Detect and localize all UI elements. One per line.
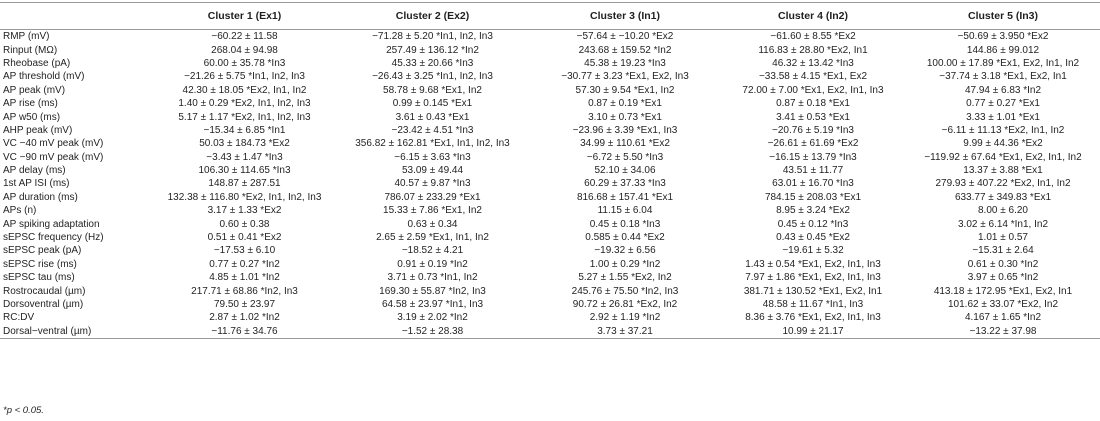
table-cell: −17.53 ± 6.10 [213,245,276,257]
header-cell-parameter [0,3,154,30]
table-cell: 816.68 ± 157.41 *Ex1 [576,191,674,203]
table-cell: 268.04 ± 94.98 [211,44,278,56]
row-label: AP w50 (ms) [3,111,61,123]
table-cell: 243.68 ± 159.52 *In2 [578,44,672,56]
table-cell: 7.97 ± 1.86 *Ex1, Ex2, In1, In3 [745,272,881,284]
row-label: VC −40 mV peak (mV) [3,138,104,150]
table-cell: 633.77 ± 349.83 *Ex1 [954,191,1052,203]
table-cell: 0.51 ± 0.41 *Ex2 [207,232,282,244]
row-label: Dorsoventral (µm) [3,299,84,310]
row-label: AHP peak (mV) [3,124,73,136]
row-label: 1st AP ISI (ms) [3,178,70,190]
table-cell: 3.97 ± 0.65 *In2 [967,272,1039,284]
table-cell: −57.64 ± −10.20 *Ex2 [576,31,674,43]
table-row [0,271,1100,284]
table-cell: −37.74 ± 3.18 *Ex1, Ex2, In1 [939,71,1067,83]
table-row [0,298,1100,311]
table-cell: 0.45 ± 0.12 *In3 [777,218,849,230]
table-cell: 8.00 ± 6.20 [978,205,1028,217]
header-cell-cluster-2: Cluster 2 (Ex2) [335,3,530,30]
row-label: AP delay (ms) [3,165,66,177]
data-table [0,2,1100,339]
table-cell: 356.82 ± 162.81 *Ex1, In1, In2, In3 [355,138,510,150]
header-cell-cluster-5: Cluster 5 (In3) [906,3,1100,30]
table-cell: −15.31 ± 2.64 [972,245,1034,257]
table-row [0,177,1100,190]
table-cell: −26.61 ± 61.69 *Ex2 [767,138,859,150]
table-cell: 47.94 ± 6.83 *In2 [964,84,1042,96]
row-label: AP threshold (mV) [3,71,85,83]
table-cell: 79.50 ± 23.97 [213,299,276,310]
row-label: AP peak (mV) [3,84,66,96]
table-cell: 43.51 ± 11.77 [782,165,844,177]
table-cell: −23.42 ± 4.51 *In3 [391,124,474,136]
table-cell: −20.76 ± 5.19 *In3 [772,124,854,136]
table-cell: −11.76 ± 34.76 [154,325,335,339]
header-cell-cluster-1: Cluster 1 (Ex1) [154,3,335,30]
table-cell: 0.87 ± 0.18 *Ex1 [776,98,850,110]
table-cell: 2.65 ± 2.59 *Ex1, In1, In2 [376,232,489,244]
table-row [0,97,1100,110]
table-cell: 48.58 ± 11.67 *In1, In3 [762,299,864,310]
table-header [0,3,1100,30]
row-label: sEPSC frequency (Hz) [3,232,104,244]
table-cell: 4.85 ± 1.01 *In2 [209,272,280,284]
row-label: AP spiking adaptation [3,218,100,230]
table-cell: 11.15 ± 6.04 [597,205,653,217]
table-cell: 5.17 ± 1.17 *Ex2, In1, In2, In3 [178,111,311,123]
table-cell: 42.30 ± 18.05 *Ex2, In1, In2 [182,84,307,96]
table-row [0,231,1100,244]
table-row [0,258,1100,271]
table-row [0,57,1100,70]
table-row [0,217,1100,230]
table-cell: 3.02 ± 6.14 *In1, In2 [958,218,1048,230]
table-cell: 53.09 ± 49.44 [401,165,464,177]
table-cell: 786.07 ± 233.29 *Ex1 [384,191,481,203]
table-cell: 72.00 ± 7.00 *Ex1, Ex2, In1, In3 [742,84,884,96]
table-cell: 1.00 ± 0.29 *In2 [589,258,661,270]
table-cell: −30.77 ± 3.23 *Ex1, Ex2, In3 [561,71,689,83]
table-cell: −1.52 ± 28.38 [335,325,530,339]
table-cell: −16.15 ± 13.79 *In3 [769,151,857,163]
table-row [0,325,1100,339]
table-cell: 57.30 ± 9.54 *Ex1, In2 [575,84,675,96]
table-cell: 1.43 ± 0.54 *Ex1, Ex2, In1, In3 [745,258,881,270]
header-row [0,3,1100,30]
table-row [0,124,1100,137]
row-label: VC −90 mV peak (mV) [3,151,104,163]
row-label: AP rise (ms) [3,98,58,110]
table-cell: −21.26 ± 5.75 *In1, In2, In3 [184,71,305,83]
table-cell: −6.15 ± 3.63 *In3 [394,151,471,163]
table-cell: −71.28 ± 5.20 *In1, In2, In3 [372,31,493,43]
table-cell: 257.49 ± 136.12 *In2 [386,44,479,56]
table-body [0,30,1100,339]
table-cell: 3.19 ± 2.02 *In2 [397,312,468,324]
table-cell: 63.01 ± 16.70 *In3 [772,178,854,190]
table-cell: −3.43 ± 1.47 *In3 [206,151,283,163]
table-cell: 3.17 ± 1.33 *Ex2 [207,205,282,217]
row-label: Rostrocaudal (µm) [3,285,86,297]
table-row [0,84,1100,97]
table-cell: −60.22 ± 11.58 [211,31,278,43]
table-row [0,30,1100,44]
table-cell: 3.41 ± 0.53 *Ex1 [776,111,850,123]
table-row [0,164,1100,177]
table-cell: 13.37 ± 3.88 *Ex1 [963,165,1043,177]
table-cell: −33.58 ± 4.15 *Ex1, Ex2 [758,71,868,83]
table-cell: 3.71 ± 0.73 *In1, In2 [387,272,478,284]
header-cell-cluster-4: Cluster 4 (In2) [720,3,906,30]
table-cell: 3.33 ± 1.01 *Ex1 [966,111,1040,123]
table-cell: 144.86 ± 99.012 [966,44,1040,56]
table-cell: 3.10 ± 0.73 *Ex1 [588,111,662,123]
table-cell: 45.33 ± 20.66 *In3 [391,57,474,69]
table-cell: 116.83 ± 28.80 *Ex2, In1 [758,44,868,56]
table-cell: 4.167 ± 1.65 *In2 [964,312,1042,324]
table-cell: 132.38 ± 116.80 *Ex2, In1, In2, In3 [167,191,322,203]
table-row [0,110,1100,123]
table-cell: 40.57 ± 9.87 *In3 [394,178,471,190]
table-cell: 8.95 ± 3.24 *Ex2 [776,205,850,217]
table-cell: 100.00 ± 17.89 *Ex1, Ex2, In1, In2 [926,57,1080,69]
table-cell: 245.76 ± 75.50 *In2, In3 [571,285,679,297]
table-cell: 60.00 ± 35.78 *In3 [203,57,286,69]
table-cell: −15.34 ± 6.85 *In1 [203,124,286,136]
table-cell: 34.99 ± 110.61 *Ex2 [580,138,670,150]
table-cell: 1.40 ± 0.29 *Ex2, In1, In2, In3 [178,98,311,110]
table-cell: 0.60 ± 0.38 [219,218,270,230]
table-row [0,244,1100,257]
table-cell: 3.61 ± 0.43 *Ex1 [395,111,470,123]
table-cell: 0.63 ± 0.34 [407,218,458,230]
table-cell: −13.22 ± 37.98 [906,325,1100,339]
table-cell: 381.71 ± 130.52 *Ex1, Ex2, In1 [743,285,883,297]
table-cell: 101.62 ± 33.07 *Ex2, In2 [947,299,1058,310]
table-row [0,191,1100,204]
table-cell: 15.33 ± 7.86 *Ex1, In2 [383,205,482,217]
table-cell: 0.91 ± 0.19 *In2 [397,258,468,270]
table-cell: 169.30 ± 55.87 *In2, In3 [379,285,486,297]
table-cell: 64.58 ± 23.97 *In1, In3 [381,299,484,310]
table-cell: 0.585 ± 0.44 *Ex2 [585,232,665,244]
table-cell: −18.52 ± 4.21 [401,245,464,257]
table-cell: −26.43 ± 3.25 *In1, In2, In3 [372,71,493,83]
table-cell: −19.61 ± 5.32 [782,245,844,257]
table-cell: 5.27 ± 1.55 *Ex2, In2 [578,272,672,284]
table-cell: 148.87 ± 287.51 [208,178,281,190]
table-cell: 2.92 ± 1.19 *In2 [589,312,661,324]
row-label: Rinput (MΩ) [3,44,58,56]
table-cell: −61.60 ± 8.55 *Ex2 [770,31,856,43]
table-cell: 52.10 ± 34.06 [594,165,656,177]
table-row [0,204,1100,217]
table-cell: 3.73 ± 37.21 [530,325,720,339]
table-row [0,151,1100,164]
table-cell: 279.93 ± 407.22 *Ex2, In1, In2 [935,178,1071,190]
header-cell-cluster-3: Cluster 3 (In1) [530,3,720,30]
table-cell: 2.87 ± 1.02 *In2 [209,312,280,324]
table-cell: 0.87 ± 0.19 *Ex1 [588,98,662,110]
row-label: Rheobase (pA) [3,57,71,69]
table-cell: −6.72 ± 5.50 *In3 [586,151,664,163]
table-cell: 10.99 ± 21.17 [720,325,906,339]
table-row [0,284,1100,297]
row-label: APs (n) [3,205,37,217]
table-cell: −119.92 ± 67.64 *Ex1, Ex2, In1, In2 [924,151,1082,163]
table-cell: 9.99 ± 44.36 *Ex2 [963,138,1043,150]
table-cell: 46.32 ± 13.42 *In3 [772,57,854,69]
footnote: *p < 0.05. [3,405,44,416]
table-cell: 58.78 ± 9.68 *Ex1, In2 [383,84,482,96]
table-row [0,43,1100,56]
table-cell: 8.36 ± 3.76 *Ex1, Ex2, In1, In3 [745,312,881,324]
table-cell: −19.32 ± 6.56 [594,245,656,257]
table-row [0,70,1100,83]
table-cell: −23.96 ± 3.39 *Ex1, In3 [572,124,678,136]
table-cell: 90.72 ± 26.81 *Ex2, In2 [572,299,678,310]
row-label: RMP (mV) [3,31,50,43]
table-cell: 45.38 ± 19.23 *In3 [584,57,666,69]
table-cell: 784.15 ± 208.03 *Ex1 [764,191,862,203]
table-cell: 0.99 ± 0.145 *Ex1 [392,98,473,110]
row-label: Dorsal−ventral (µm) [0,325,154,339]
row-label: sEPSC tau (ms) [3,272,75,284]
table-cell: 1.01 ± 0.57 [978,232,1028,244]
table-row [0,137,1100,150]
table-cell: 106.30 ± 114.65 *In3 [198,165,291,177]
row-label: sEPSC rise (ms) [3,258,77,270]
table-cell: 0.61 ± 0.30 *In2 [967,258,1039,270]
table-cell: 0.43 ± 0.45 *Ex2 [776,232,850,244]
row-label: sEPSC peak (pA) [3,245,82,257]
row-label: RC:DV [3,312,35,324]
table-cell: 0.77 ± 0.27 *In2 [209,258,280,270]
table-cell: −6.11 ± 11.13 *Ex2, In1, In2 [941,124,1065,136]
table-row [0,311,1100,324]
table-cell: 217.71 ± 68.86 *In2, In3 [191,285,298,297]
table-cell: 413.18 ± 172.95 *Ex1, Ex2, In1 [933,285,1073,297]
table-cell: 60.29 ± 37.33 *In3 [584,178,666,190]
table-cell: 0.45 ± 0.18 *In3 [589,218,661,230]
table-cell: 0.77 ± 0.27 *Ex1 [966,98,1040,110]
row-label: AP duration (ms) [3,191,78,203]
table-cell: −50.69 ± 3.950 *Ex2 [957,31,1049,43]
table-cell: 50.03 ± 184.73 *Ex2 [199,138,290,150]
